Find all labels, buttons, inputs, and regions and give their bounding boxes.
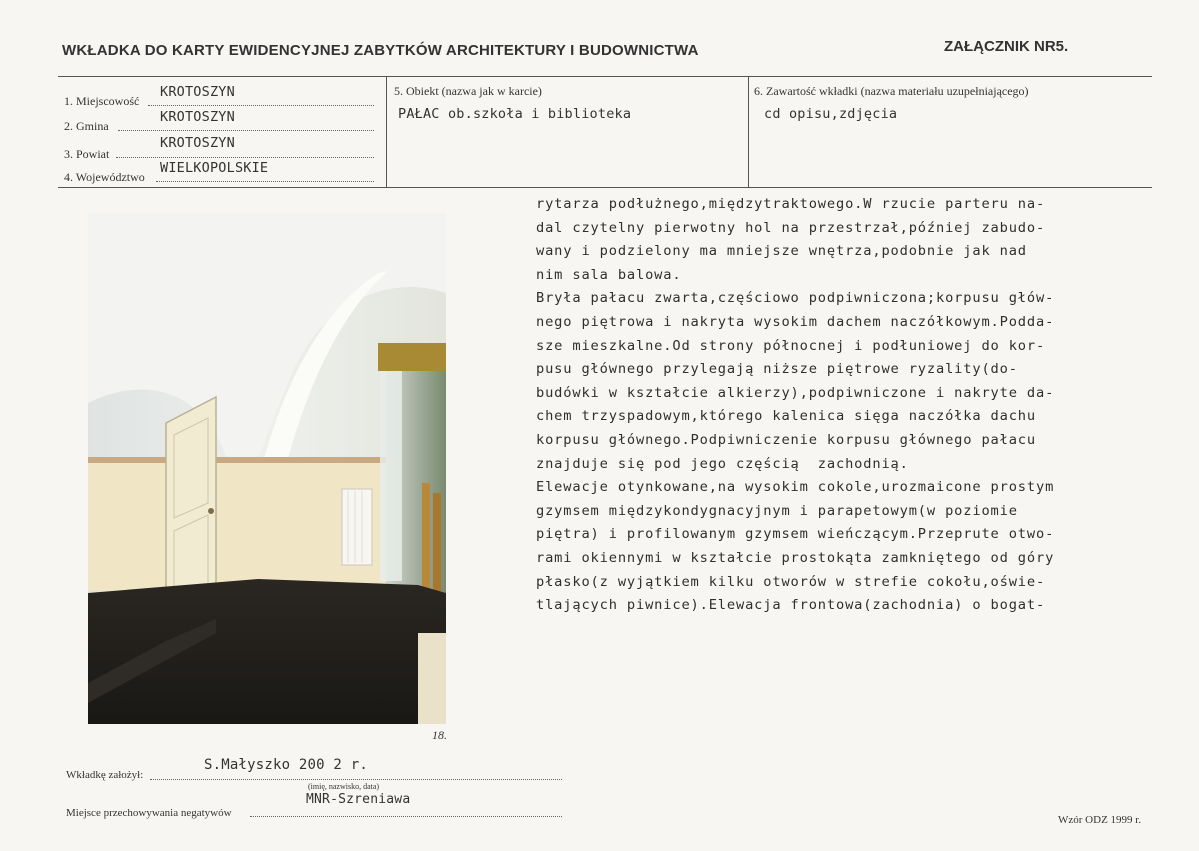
description-line: nego piętrowa i nakryta wysokim dachem naczółkowym.Podda- [536, 313, 1055, 330]
interior-photo [88, 213, 446, 724]
field-label: 3. Powiat [64, 147, 110, 161]
field-label: 4. Województwo [64, 170, 145, 184]
annex-number: ZAŁĄCZNIK NR5. [944, 38, 1069, 55]
column-divider-2 [748, 76, 749, 187]
description-line: rytarza podłużnego,międzytraktowego.W rzucie parteru na- [536, 196, 1046, 212]
description-line: nim sala balowa. [536, 266, 682, 283]
description-line: płasko(z wyjątkiem kilku otworów w strefie cokołu,oświe- [536, 573, 1046, 590]
description-line: korpusu głównego.Podpiwniczenie korpusu głównego pałacu [536, 431, 1036, 448]
description-line: piętra) i profilowanym gzymsem wieńczącym.Przeprute otwo- [536, 526, 1055, 543]
form-version: Wzór ODZ 1999 r. [1058, 814, 1142, 826]
description-line: gzymsem międzykondygnacyjnym i parapetowym(w poziomie [536, 502, 1018, 519]
description-line: znajduje się pod jego częścią zachodnią. [536, 455, 909, 472]
created-by-value: S.Małyszko 200 2 r. [204, 757, 368, 773]
description-line: Elewacje otynkowane,na wysokim cokole,urozmaicone prostym [536, 479, 1055, 496]
column-divider-1 [386, 76, 387, 187]
form-title: WKŁADKA DO KARTY EWIDENCYJNEJ ZABYTKÓW ARCHITEKTURY I BUDOWNICTWA [62, 42, 699, 59]
description-line: chem trzyspadowym,którego kalenica sięga naczółka dachu [536, 408, 1036, 425]
field-label: 1. Miejscowość [64, 94, 140, 108]
created-by-hint: (imię, nazwisko, data) [308, 782, 380, 791]
description-line: pusu głównego przylegają niższe piętrowe ryzality(do- [536, 361, 1018, 378]
description-line: tlających piwnice).Elewacja frontowa(zachodnia) o bogat- [536, 597, 1046, 614]
description-line: budówki w kształcie alkierzy),podpiwniczone i nakryte da- [536, 384, 1055, 401]
description-line: sze mieszkalne.Od strony północnej i podłuniowej do kor- [536, 337, 1046, 354]
table-top-border [58, 76, 1152, 77]
field-value: KROTOSZYN [160, 109, 235, 125]
field-value: WIELKOPOLSKIE [160, 160, 269, 176]
description-line: wany i podzielony ma mniejsze wnętrza,podobnie jak nad [536, 243, 1027, 260]
object-label: 5. Obiekt (nazwa jak w karcie) [394, 84, 542, 98]
description-line: rami okiennymi w kształcie prostokąta zamkniętego od góry [536, 549, 1055, 566]
contents-value: cd opisu,zdjęcia [764, 106, 898, 122]
description-line: dal czytelny pierwotny hol na przestrzał,później zabudo- [536, 219, 1046, 236]
table-bottom-border [58, 187, 1152, 188]
photo-number: 18. [432, 728, 447, 742]
created-by-label: Wkładkę założył: [66, 769, 144, 781]
description-text [536, 193, 1054, 618]
field-label: 2. Gmina [64, 119, 109, 133]
description-line: Bryła pałacu zwarta,częściowo podpiwniczona;korpusu głów- [536, 290, 1055, 307]
field-value: KROTOSZYN [160, 135, 235, 151]
negatives-label: Miejsce przechowywania negatywów [66, 807, 232, 819]
negatives-value: MNR-Szreniawa [306, 792, 411, 807]
contents-label: 6. Zawartość wkładki (nazwa materiału uzupełniającego) [754, 84, 1029, 98]
field-value: KROTOSZYN [160, 84, 235, 100]
object-value: PAŁAC ob.szkoła i biblioteka [398, 106, 632, 122]
